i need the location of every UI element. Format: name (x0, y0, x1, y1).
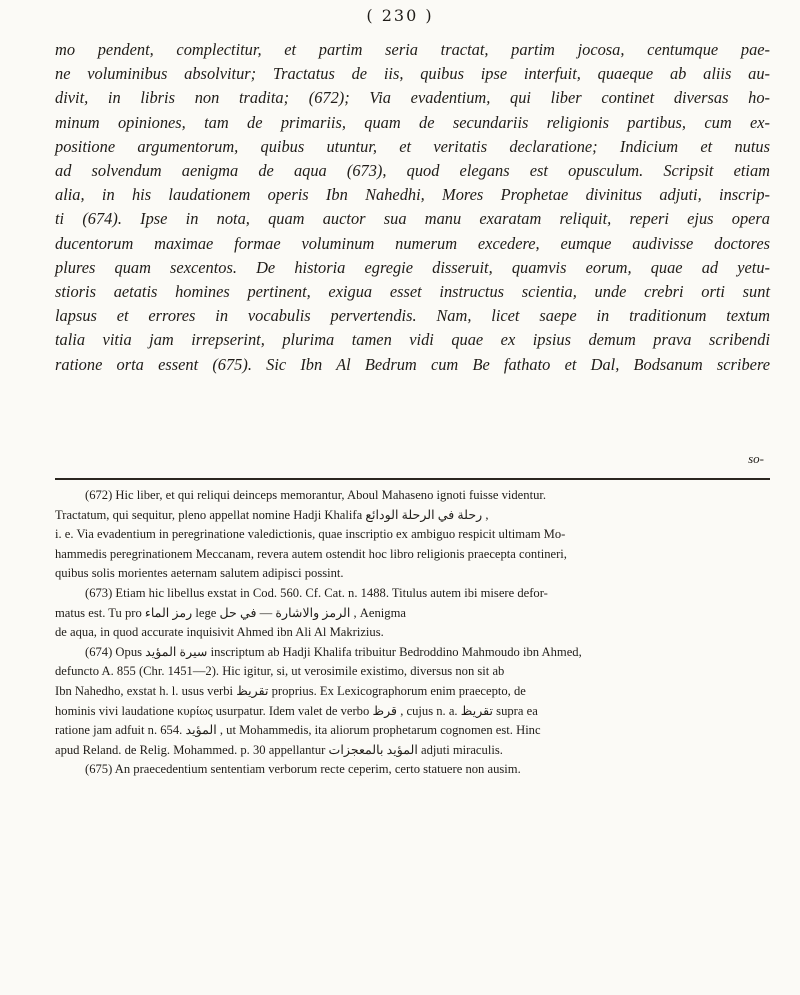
main-line: minum opiniones, tam de primariis, quam de secundariis religionis partibus, cum ex- (55, 112, 770, 132)
footnote-line: matus est. Tu pro رمز الماء lege الرمز والاشارة — في حل , Aenigma (55, 605, 406, 620)
footnote-line: (675) An praecedentium sententiam verborum recte ceperim, certo statuere non ausim. (85, 762, 521, 777)
footnote-divider (55, 478, 770, 480)
footnote-line: (672) Hic liber, et qui reliqui deinceps memorantur, Aboul Mahaseno ignoti fuisse videntur. (85, 488, 547, 502)
main-line: divit, in libris non tradita; (672); Via evadentium, qui liber continet diversas ho- (55, 88, 770, 108)
main-line: ducentorum maximae formae voluminum numerum excedere, eumque audivisse doctores (55, 233, 770, 253)
main-text (55, 38, 770, 377)
footnote-line: i. e. Via evadentium in peregrinatione valedictionis, quae inscriptio ex ambiguo respicit ultimam Mo- (55, 527, 566, 542)
footnote-line: (673) Etiam hic libellus exstat in Cod. 560. Cf. Cat. n. 1488. Titulus autem ibi misere defor- (85, 585, 548, 600)
footnote-line: hominis vivi laudatione κυρίως usurpatur. Idem valet de verbo قرظ , cujus n. a. تقريظ supra ea (55, 703, 538, 718)
footnote-line: ratione jam adfuit n. 654. المؤيد , ut Mohammedis, ita aliorum prophetarum cognomen est. Hinc (55, 723, 541, 738)
footnote-line: de aqua, in quod accurate inquisivit Ahmed ibn Ali Al Makrizius. (55, 625, 384, 640)
footnote-line: apud Reland. de Relig. Mohammed. p. 30 appellantur المؤيد بالمعجزات adjuti miraculis. (55, 742, 503, 757)
footnotes (55, 486, 770, 780)
main-line: ad solvendum aenigma de aqua (673), quod elegans est opusculum. Scripsit etiam (55, 161, 770, 181)
main-line: ti (674). Ipse in nota, quam auctor sua manu exaratam reliquit, reperi ejus opera (55, 209, 770, 229)
footnote-line: Tractatum, qui sequitur, pleno appellat nomine Hadji Khalifa رحلة في الرحلة الودائع , (55, 507, 489, 522)
footnote-line: defuncto A. 855 (Chr. 1451—2). Hic igitur, si, ut verosimile existimo, diversus non sit ab (55, 664, 505, 679)
footnote-line: Ibn Nahedho, exstat h. l. usus verbi تقريظ proprius. Ex Lexicographorum enim praecepto, de (55, 683, 526, 698)
footnote-line: hammedis peregrinationem Meccanam, revera autem ostendit hoc libro religionis praecepta contineri, (55, 546, 567, 561)
catchword: so- (748, 451, 764, 466)
main-line: plures quam sexcentos. De historia egregie disseruit, quamvis eorum, quae ad yetu- (55, 257, 770, 277)
main-line: stioris aetatis homines pertinent, exigua esset instructus scientia, unde crebri orti sunt (55, 282, 770, 302)
main-line: lapsus et errores in vocabulis pervertendis. Nam, licet saepe in traditionum textum (55, 306, 770, 326)
footnote-line: quibus solis morientes aeternam salutem adipisci possint. (55, 566, 344, 581)
main-line: ne voluminibus absolvitur; Tractatus de iis, quibus ipse interfuit, quaeque ab aliis au- (55, 64, 770, 84)
main-line: ratione orta essent (675). Sic Ibn Al Bedrum cum Be fathato et Dal, Bodsanum scribere (55, 354, 770, 374)
main-line: positione argumentorum, quibus utuntur, et veritatis declaratione; Indicium et nutus (55, 136, 770, 156)
main-line: alia, in his laudationem operis Ibn Nahedhi, Mores Prophetae divinitus adjuti, inscrip- (55, 185, 770, 205)
main-line: mo pendent, complectitur, et partim seria tractat, partim jocosa, centumque pae- (55, 40, 770, 59)
page-number: ( 230 ) (366, 6, 434, 25)
footnote-line: (674) Opus سيرة المؤيد inscriptum ab Hadji Khalifa tribuitur Bedroddino Mahmoudo ibn Ahmed, (85, 644, 582, 659)
main-line: talia vitia jam irrepserint, plurima tamen vidi quae ex ipsius demum prava scribendi (55, 330, 770, 350)
